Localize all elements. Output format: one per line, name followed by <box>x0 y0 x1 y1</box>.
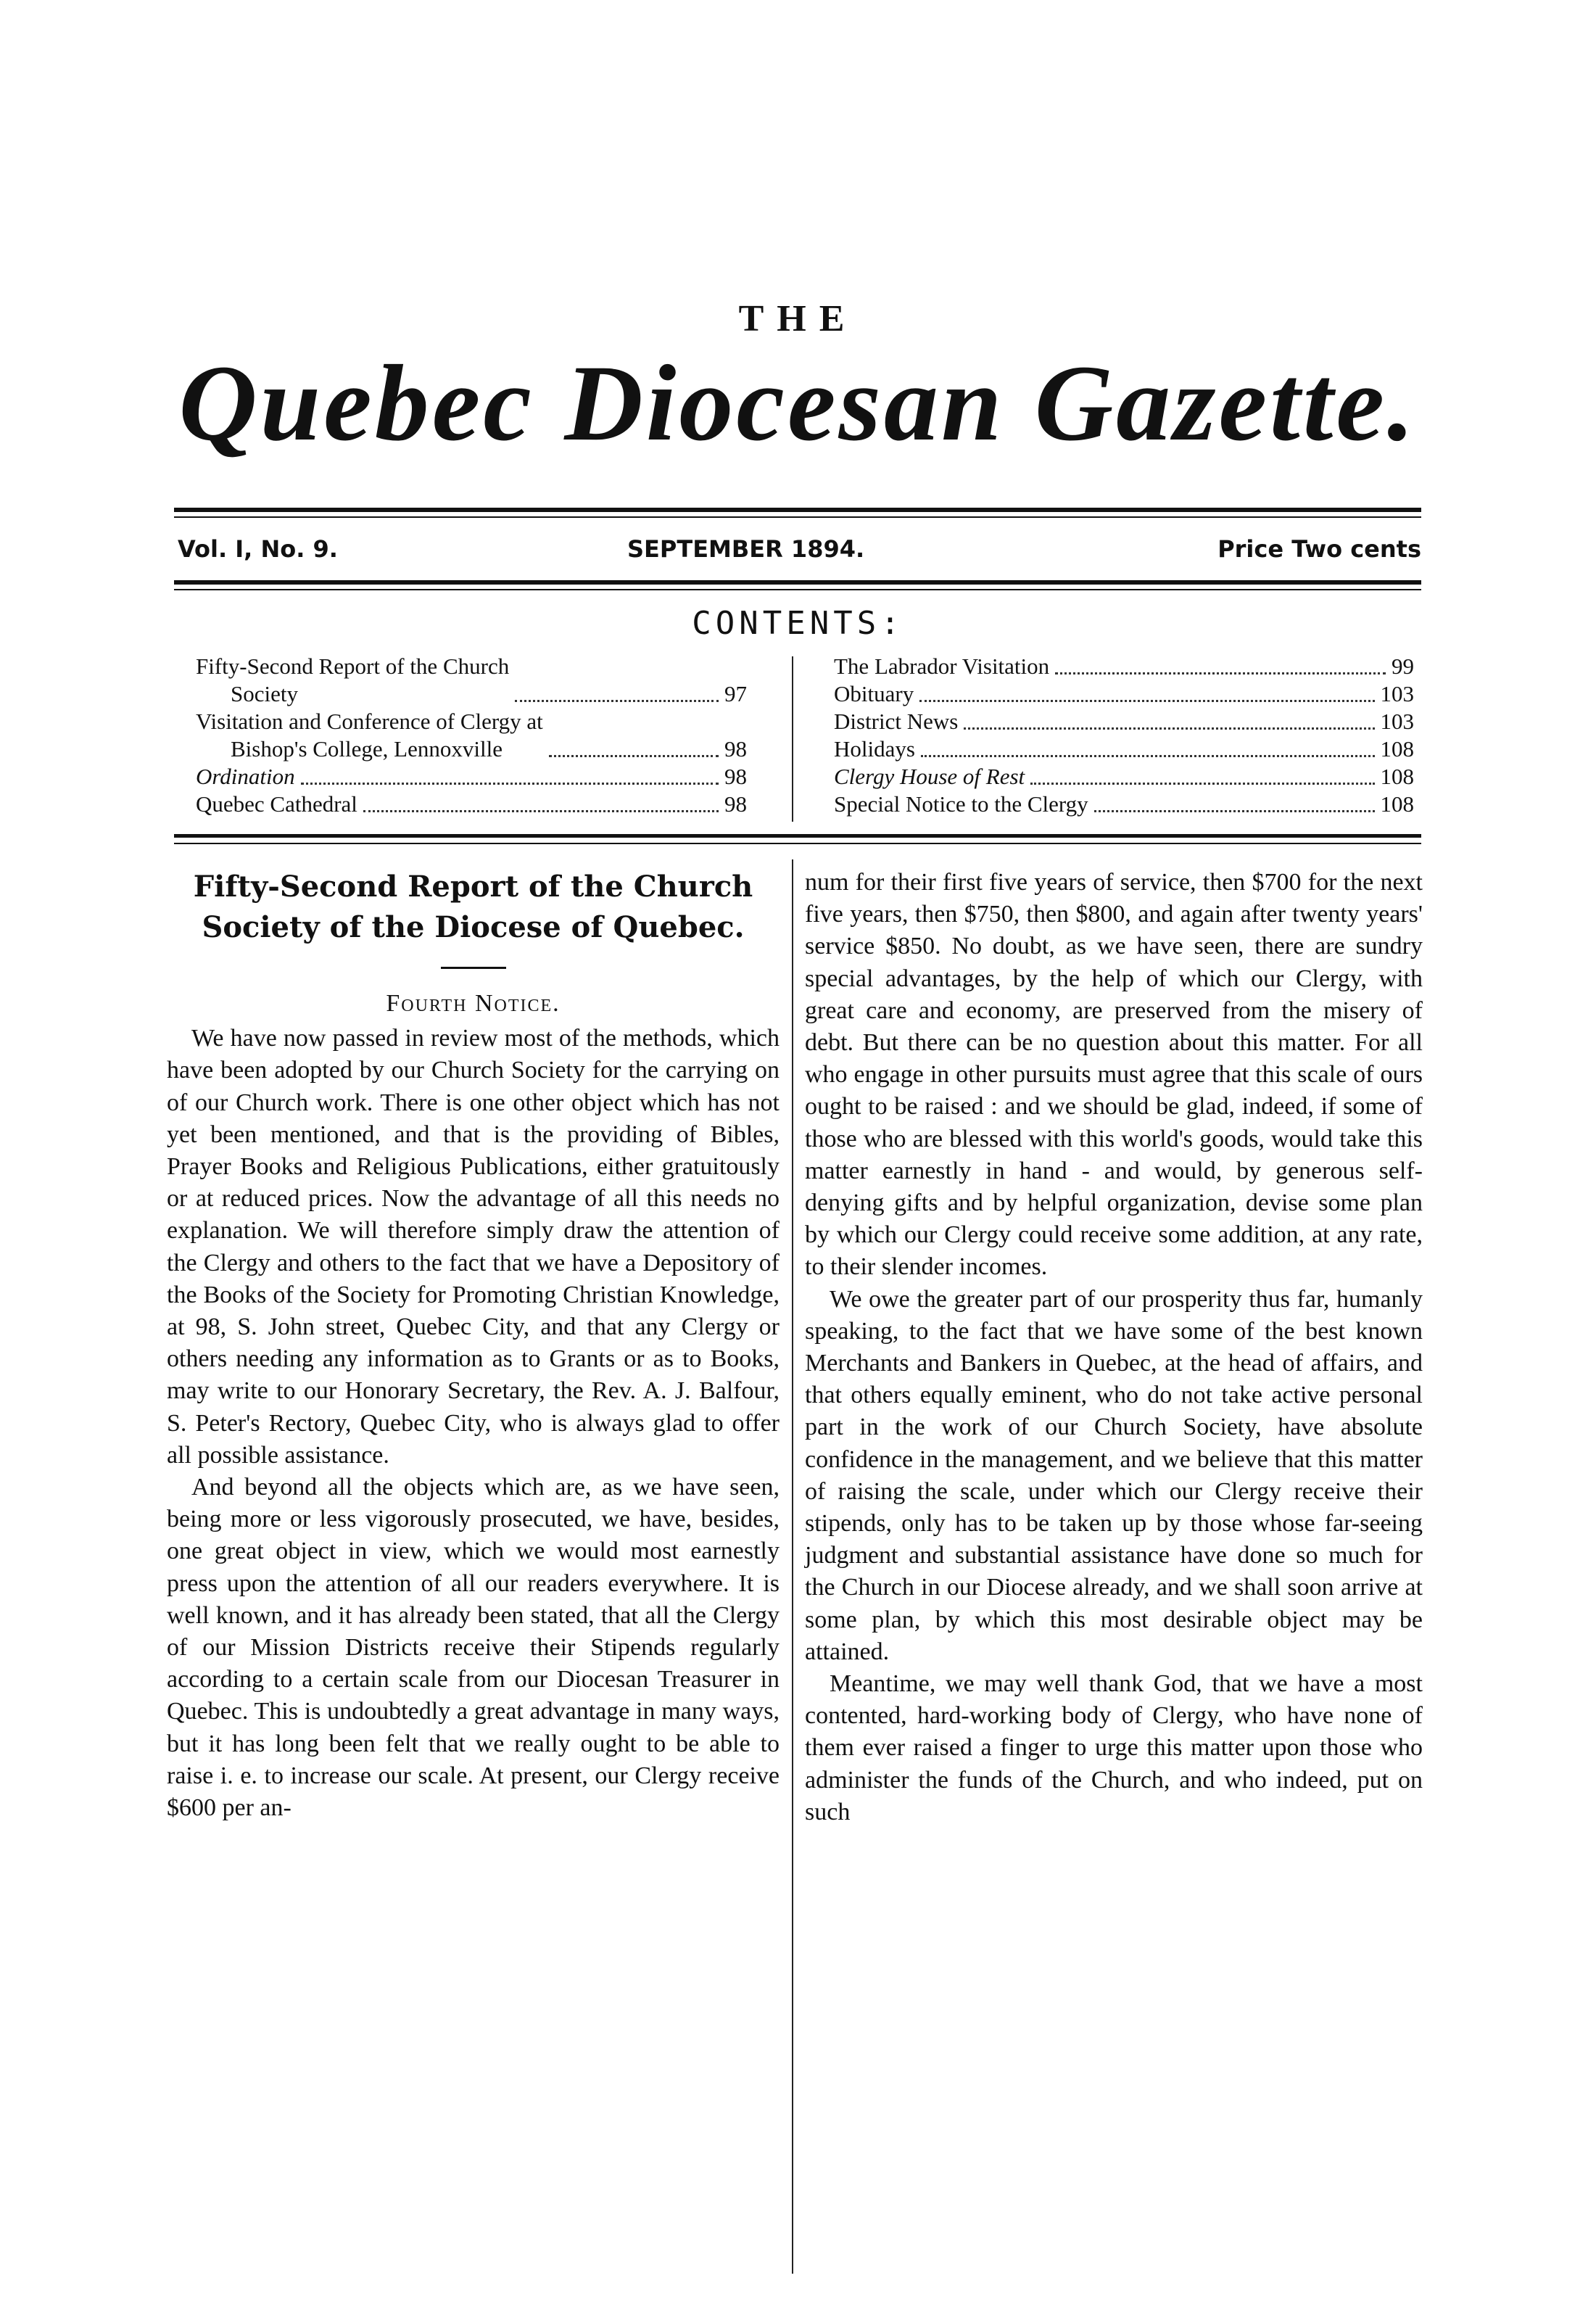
toc-leader-dots <box>919 700 1374 702</box>
toc-entry-title-cont: Bishop's College, Lennoxville <box>231 736 503 762</box>
article-paragraph: We owe the greater part of our prosperity thus far, humanly speaking, to the fact that we have some of the best known Merchants and Bankers in Quebec, at the head of affairs, and that others equally eminent, who do not take active personal part in the work of our Church Society, have absolute confidence in the management, and we believe that this matter of raising the scale, under which our Clergy receive their stipends, only has to be taken up by those whose far-seeing judgment and substantial assistance have done so much for the Church in our Diocese already, and we shall soon arrive at some plan, by which this most desirable object may be attained. <box>805 1285 1423 1665</box>
toc-leader-dots <box>515 700 719 702</box>
article-notice: Fourth Notice. <box>386 990 561 1017</box>
article-paragraph: And beyond all the objects which are, as we have seen, being more or less vigorously prosecuted, we have, besides, one great object in view, which we would most earnestly press upon the attention of all our readers everywhere. It is well known, and it has already been stated, that all the Clergy of our Mission Districts receive their Stipends regularly according to a certain scale from our Diocesan Treasurer in Quebec. This is undoubtedly a great advantage in many ways, but it has long been felt that we really ought to be able to raise i. e. to increase our scale. At present, our Clergy receive $600 per an- <box>167 1474 780 1822</box>
issue-info-row <box>178 535 1421 579</box>
toc-entry-page: 108 <box>1380 791 1414 817</box>
toc-leader-dots <box>921 755 1375 757</box>
toc-entry-title: Obituary <box>834 681 914 706</box>
toc-entry <box>196 763 747 791</box>
masthead-rule-thin <box>174 516 1421 518</box>
toc-leader-dots <box>301 783 719 785</box>
masthead-title: Quebec Diocesan Gazette. <box>178 343 1418 463</box>
toc-entry-title: Quebec Cathedral <box>196 791 357 817</box>
article-title: Fifty-Second Report of the Church Society of the Diocese of Quebec. <box>193 870 753 944</box>
masthead-the: THE <box>738 298 858 339</box>
article-paragraph: Meantime, we may well thank God, that we have a most contented, hard-working body of Clergy, who have none of them ever raised a finger to urge this matter upon those who administer the funds of the Church, and who indeed, put on such <box>805 1670 1423 1825</box>
issue-price: Price Two cents <box>1217 535 1421 563</box>
toc-entry <box>834 763 1414 791</box>
toc-leader-dots <box>549 755 719 757</box>
article-paragraph: num for their first five years of service, then $700 for the next five years, then $750, then $800, and again after twenty years' service $850. No doubt, as we have seen, there are sundry special advantages, by the help of which our Clergy, with great care and economy, are preserved from the misery of debt. But there can be no question about this matter. For all who engage in other pursuits must agree that this scale of ours ought to be raised : and we should be glad, indeed, if some of those who are blessed with this world's goods, would take this matter earnestly in hand - and would, by generous self-denying gifts and by helpful organization, devise some plan by which our Clergy could receive some addition, at any rate, to their slender incomes. <box>805 869 1423 1281</box>
toc-leader-dots <box>1055 672 1386 674</box>
toc-entry-page: 103 <box>1380 709 1414 734</box>
column-divider <box>792 859 793 2274</box>
contents-divider <box>792 656 793 822</box>
toc-leader-dots <box>1094 810 1375 812</box>
toc-leader-dots <box>1030 783 1374 785</box>
article-left-column <box>167 867 780 1824</box>
article-right-column <box>805 867 1423 1828</box>
contents-rule-thick <box>174 834 1421 838</box>
toc-entry <box>834 708 1414 735</box>
contents-heading: CONTENTS: <box>692 605 904 642</box>
toc-entry <box>834 791 1414 818</box>
toc-entry <box>196 653 747 708</box>
title-short-rule <box>441 967 506 969</box>
toc-entry-title: The Labrador Visitation <box>834 653 1050 679</box>
toc-entry-page: 108 <box>1380 736 1414 762</box>
contents-left-column <box>196 653 747 818</box>
toc-entry-title: Fifty-Second Report of the Church <box>196 653 510 679</box>
contents-rule-thin <box>174 843 1421 844</box>
masthead-rule-thick <box>174 508 1421 512</box>
issue-rule-thin <box>174 589 1421 590</box>
toc-entry <box>196 791 747 818</box>
toc-entry-title-cont: Society <box>231 681 298 706</box>
toc-entry-title: Holidays <box>834 736 915 762</box>
toc-entry-page: 98 <box>724 736 747 762</box>
toc-entry-title: Special Notice to the Clergy <box>834 791 1088 817</box>
toc-entry-page: 97 <box>724 681 747 706</box>
toc-entry-page: 108 <box>1380 764 1414 789</box>
toc-entry-page: 98 <box>724 764 747 789</box>
toc-entry <box>834 735 1414 763</box>
issue-rule-thick <box>174 580 1421 585</box>
toc-entry <box>834 680 1414 708</box>
toc-entry-title: Ordination <box>196 764 295 789</box>
issue-date: SEPTEMBER 1894. <box>627 535 865 563</box>
toc-entry <box>834 653 1414 680</box>
toc-entry-title: Clergy House of Rest <box>834 764 1025 789</box>
toc-entry <box>196 708 747 763</box>
toc-entry-page: 103 <box>1380 681 1414 706</box>
volume-number: Vol. I, No. 9. <box>178 535 338 563</box>
toc-entry-title: District News <box>834 709 959 734</box>
article-paragraph: We have now passed in review most of the methods, which have been adopted by our Church Society for the carrying on of our Church work. There is one other object which has not yet been mentioned, and that is the providing of Bibles, Prayer Books and Religious Publications, either gratuitously or at reduced prices. Now the advantage of all this needs no explanation. We will therefore simply draw the attention of the Clergy and others to the fact that we have a Depository of the Books of the Society for Promoting Christian Knowledge, at 98, S. John street, Quebec City, and that any Clergy or others needing any information as to Grants or as to Books, may write to our Honorary Secretary, the Rev. A. J. Balfour, S. Peter's Rectory, Quebec City, who is always glad to offer all possible assistance. <box>167 1025 780 1469</box>
toc-leader-dots <box>363 810 719 812</box>
toc-leader-dots <box>964 727 1374 730</box>
contents-right-column <box>834 653 1414 818</box>
toc-entry-page: 99 <box>1392 653 1414 679</box>
toc-entry-title: Visitation and Conference of Clergy at <box>196 709 543 734</box>
toc-entry-page: 98 <box>724 791 747 817</box>
